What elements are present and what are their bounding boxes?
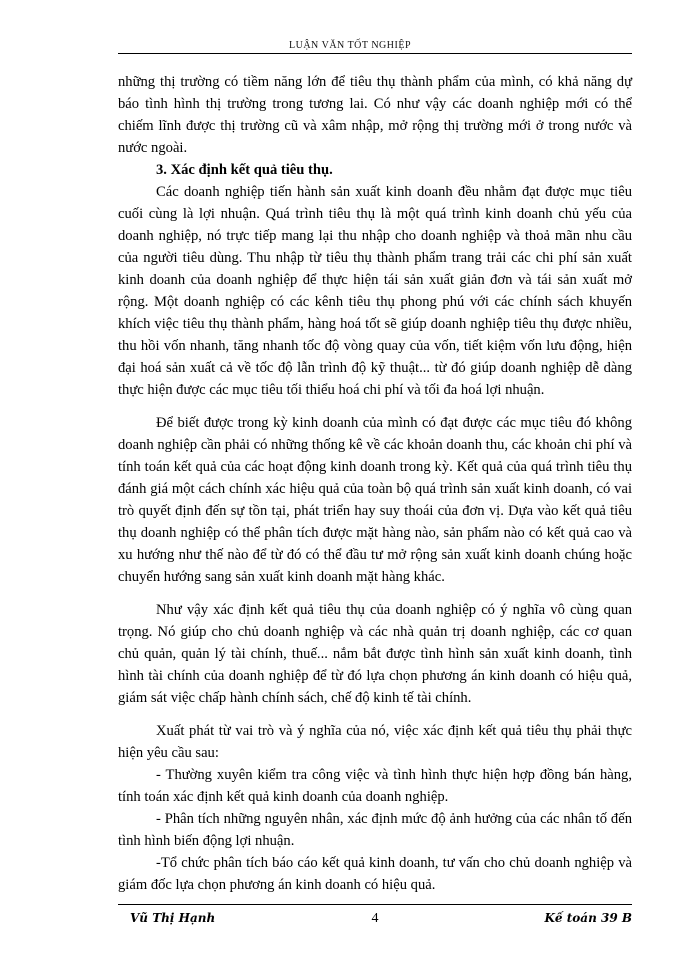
paragraph: Các doanh nghiệp tiến hành sản xuất kinh doanh đều nhằm đạt được mục tiêu cuối cùng là lợi nhuận. Quá trình tiêu thụ là một quá trình kinh doanh chủ yếu của doanh nghiệp, nó trực tiếp mang lại thu nhập cho doanh nghiệp và thoả mãn nhu cầu của người tiêu dùng. Thu nhập từ tiêu thụ thành phẩm trang trải các chi phí sản xuất kinh doanh của doanh nghiệp để thực hiện tái sản xuất giản đơn và tái sản xuất mở rộng. Một doanh nghiệp có các kênh tiêu thụ phong phú với các chính sách khuyến khích việc tiêu thụ thành phẩm, hàng hoá tốt sẽ giúp doanh nghiệp tiêu thụ được nhiều, thu hồi vốn nhanh, tăng nhanh tốc độ vòng quay của vốn, tiết kiệm vốn lưu động, hiện đại hoá sản xuất cả về tốc độ lẫn trình độ kỹ thuật... từ đó giúp doanh nghiệp dễ dàng thực hiện được các mục tiêu tối thiểu hoá chi phí và tối đa hoá lợi nhuận. xyxy=(118,184,632,398)
page-footer xyxy=(118,911,632,931)
section-heading: 3. Xác định kết quả tiêu thụ. xyxy=(156,162,333,178)
footer-rule xyxy=(118,904,632,905)
footer-page-number: 4 xyxy=(371,911,379,926)
intro-paragraph: những thị trường có tiềm năng lớn để tiêu thụ thành phẩm của mình, có khả năng dự báo tình hình thị trường trong tương lai. Có như vậy các doanh nghiệp mới có thể chiếm lĩnh được thị trường cũ và xâm nhập, mở rộng thị trường mới ở trong nước và nước ngoài. xyxy=(118,74,632,156)
paragraph: Để biết được trong kỳ kinh doanh của mình có đạt được các mục tiêu đó không doanh nghiệp cần phải có những thống kê về các khoản doanh thu, các khoản chi phí và tính toán kết quả của các hoạt động kinh doanh trong kỳ. Kết quả của quá trình tiêu thụ đánh giá một cách chính xác hiệu quả của toàn bộ quá trình sản xuất kinh doanh, có vai trò quyết định đến sự tồn tại, phát triển hay suy thoái của đơn vị. Dựa vào kết quả tiêu thụ doanh nghiệp có thể phân tích được mặt hàng nào, sản phẩm nào có kết quả cao và xu hướng như thế nào để từ đó có thể đầu tư mở rộng sản xuất kinh doanh chúng hoặc chuyển hướng sang sản xuất kinh doanh mặt hàng khác. xyxy=(118,415,632,585)
paragraph: Xuất phát từ vai trò và ý nghĩa của nó, việc xác định kết quả tiêu thụ phải thực hiện yêu cầu sau: xyxy=(118,723,632,761)
list-item: - Thường xuyên kiểm tra công việc và tình hình thực hiện hợp đồng bán hàng, tính toán xác định kết quả kinh doanh của doanh nghiệp. xyxy=(118,767,632,805)
paragraph: Như vậy xác định kết quả tiêu thụ của doanh nghiệp có ý nghĩa vô cùng quan trọng. Nó giúp cho chủ doanh nghiệp và các nhà quản trị doanh nghiệp, các cơ quan chủ quản, quản lý tài chính, thuế... nắm bắt được tình hình sản xuất kinh doanh, tình hình tài chính của doanh nghiệp để từ đó lựa chọn phương án kinh doanh có hiệu quả, giám sát việc chấp hành chính sách, chế độ kinh tế tài chính. xyxy=(118,602,632,706)
footer-author: Vũ Thị Hạnh xyxy=(130,911,216,925)
document-body xyxy=(118,71,632,896)
list-item: -Tổ chức phân tích báo cáo kết quả kinh doanh, tư vấn cho chủ doanh nghiệp và giám đốc lựa chọn phương án kinh doanh có hiệu quả. xyxy=(118,855,632,893)
page-header-title: LUẬN VĂN TỐT NGHIỆP xyxy=(289,40,411,51)
footer-class-label: Kế toán 39 B xyxy=(544,911,632,925)
header-rule xyxy=(118,53,632,54)
list-item: - Phân tích những nguyên nhân, xác định mức độ ảnh hưởng của các nhân tố đến tình hình biến động lợi nhuận. xyxy=(118,811,632,849)
